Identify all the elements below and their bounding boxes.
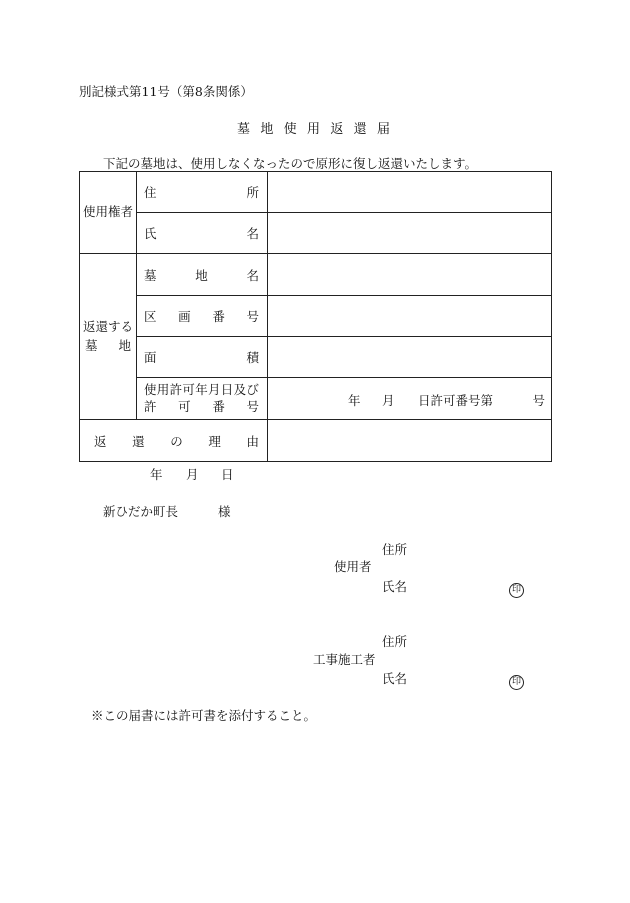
form-table	[79, 171, 552, 462]
contractor-name-label: 氏名	[382, 671, 408, 686]
plot-number-field[interactable]	[268, 296, 552, 337]
applicant-name-label: 氏名	[382, 579, 408, 594]
return-group-label: 返還する 墓 地	[80, 254, 137, 420]
date-year-label: 年	[150, 467, 163, 482]
reason-field[interactable]	[268, 420, 552, 462]
addressee-suffix: 様	[218, 504, 231, 519]
applicant-address-label: 住所	[382, 542, 408, 557]
permit-date-label: 使 用 許 可 年 月 日 及 び 許 可 番 号	[137, 378, 268, 420]
applicant-seal-icon: 印	[509, 577, 524, 598]
permit-date-field[interactable]: 年 月 日許可番号第 号	[268, 378, 552, 420]
holder-group-label: 使用権者	[80, 172, 137, 254]
date-day-label: 日	[221, 467, 234, 482]
holder-name-field[interactable]	[268, 213, 552, 254]
area-label: 面 積	[137, 337, 268, 378]
contractor-role: 工事施工者	[313, 652, 376, 667]
address-label: 住 所	[137, 172, 268, 213]
holder-address-field[interactable]	[268, 172, 552, 213]
reason-label: 返 還 の 理 由	[80, 420, 268, 462]
contractor-address-label: 住所	[382, 634, 408, 649]
addressee: 新ひだか町長	[103, 504, 179, 519]
name-label: 氏 名	[137, 213, 268, 254]
cemetery-name-field[interactable]	[268, 254, 552, 296]
plot-number-label: 区 画 番 号	[137, 296, 268, 337]
date-month-label: 月	[186, 467, 199, 482]
note-text: ※この届書には許可書を添付すること。	[91, 708, 317, 723]
intro-text: 下記の墓地は、使用しなくなったので原形に復し返還いたします。	[103, 156, 478, 171]
form-title: 墓 地 使 用 返 還 届	[237, 122, 390, 137]
form-number: 別記様式第11号（第8条関係）	[79, 84, 253, 99]
area-field[interactable]	[268, 337, 552, 378]
cemetery-name-label: 墓 地 名	[137, 254, 268, 296]
contractor-seal-icon: 印	[509, 669, 524, 690]
applicant-role: 使用者	[334, 559, 372, 574]
